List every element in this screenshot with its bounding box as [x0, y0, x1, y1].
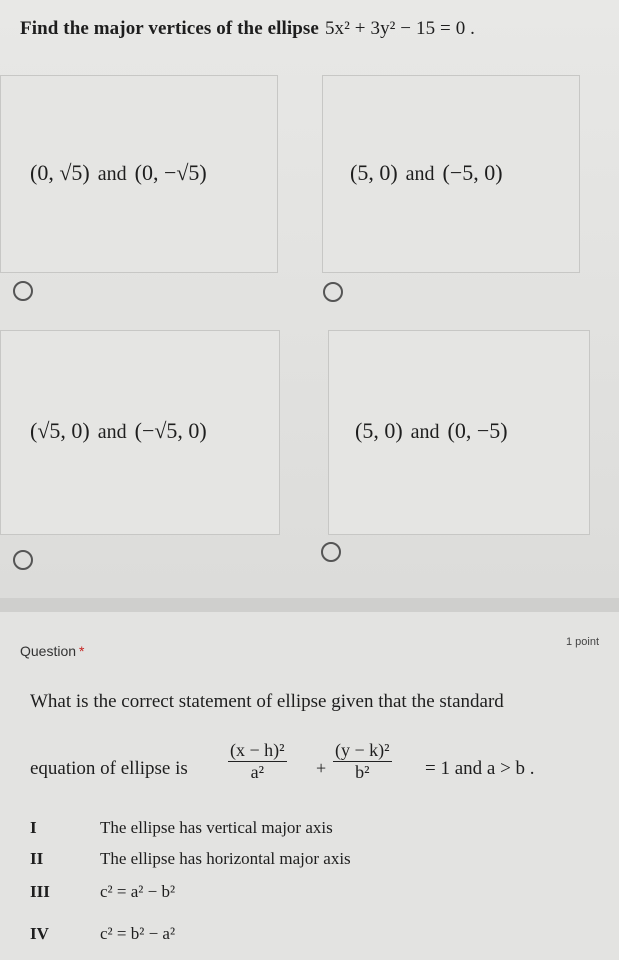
option-1-radio[interactable] — [13, 281, 33, 301]
option-1-left: (0, √5) — [30, 160, 90, 185]
statement-4-number: IV — [30, 924, 49, 943]
option-1-right: (0, −√5) — [134, 160, 207, 185]
statement-2-number: II — [30, 849, 44, 868]
statement-1-number: I — [30, 818, 37, 837]
fraction-x — [228, 740, 287, 783]
section-divider — [0, 598, 619, 612]
question-equation-line — [30, 740, 610, 800]
option-4-joiner: and — [410, 421, 440, 443]
statement-3-number: III — [30, 882, 50, 901]
required-mark: * — [79, 643, 85, 659]
option-3-radio[interactable] — [13, 550, 33, 570]
option-3-joiner: and — [97, 421, 127, 443]
option-2-joiner: and — [405, 163, 435, 185]
question-text: What is the correct statement of ellipse given that the standard — [30, 691, 504, 712]
option-1-joiner: and — [97, 163, 127, 185]
fraction-y-numerator: (y − k)² — [335, 740, 390, 760]
fraction-x-numerator: (x − h)² — [230, 740, 285, 760]
question-label-text: Question — [20, 643, 77, 659]
statement-1-text: The ellipse has vertical major axis — [100, 818, 333, 837]
statement-4-text: c² = b² − a² — [100, 924, 176, 943]
fraction-y-denominator: b² — [355, 762, 370, 782]
option-2-label — [350, 160, 503, 186]
question-points: 1 point — [565, 636, 599, 648]
option-4-label — [355, 418, 508, 444]
plus-sign: + — [316, 758, 327, 778]
prompt-text: Find the major vertices of the ellipse — [20, 18, 319, 39]
option-3-label — [30, 418, 207, 444]
option-4-left: (5, 0) — [355, 418, 403, 443]
statement-3-text: c² = a² − b² — [100, 882, 176, 901]
statement-2-text: The ellipse has horizontal major axis — [100, 849, 351, 868]
option-1-label — [30, 160, 207, 186]
option-3-left: (√5, 0) — [30, 418, 90, 443]
equation-prefix: equation of ellipse is — [30, 758, 188, 779]
fraction-x-denominator: a² — [250, 762, 264, 782]
option-2-right: (−5, 0) — [442, 160, 503, 185]
question-prompt — [20, 18, 475, 40]
fraction-y — [333, 740, 392, 783]
option-4-right: (0, −5) — [447, 418, 508, 443]
option-2-radio[interactable] — [323, 282, 343, 302]
option-2-left: (5, 0) — [350, 160, 398, 185]
equation-suffix: = 1 and a > b . — [425, 758, 535, 779]
option-4-radio[interactable] — [321, 542, 341, 562]
option-3-right: (−√5, 0) — [134, 418, 207, 443]
prompt-equation: 5x² + 3y² − 15 = 0 . — [324, 18, 475, 39]
question-label — [20, 643, 85, 659]
